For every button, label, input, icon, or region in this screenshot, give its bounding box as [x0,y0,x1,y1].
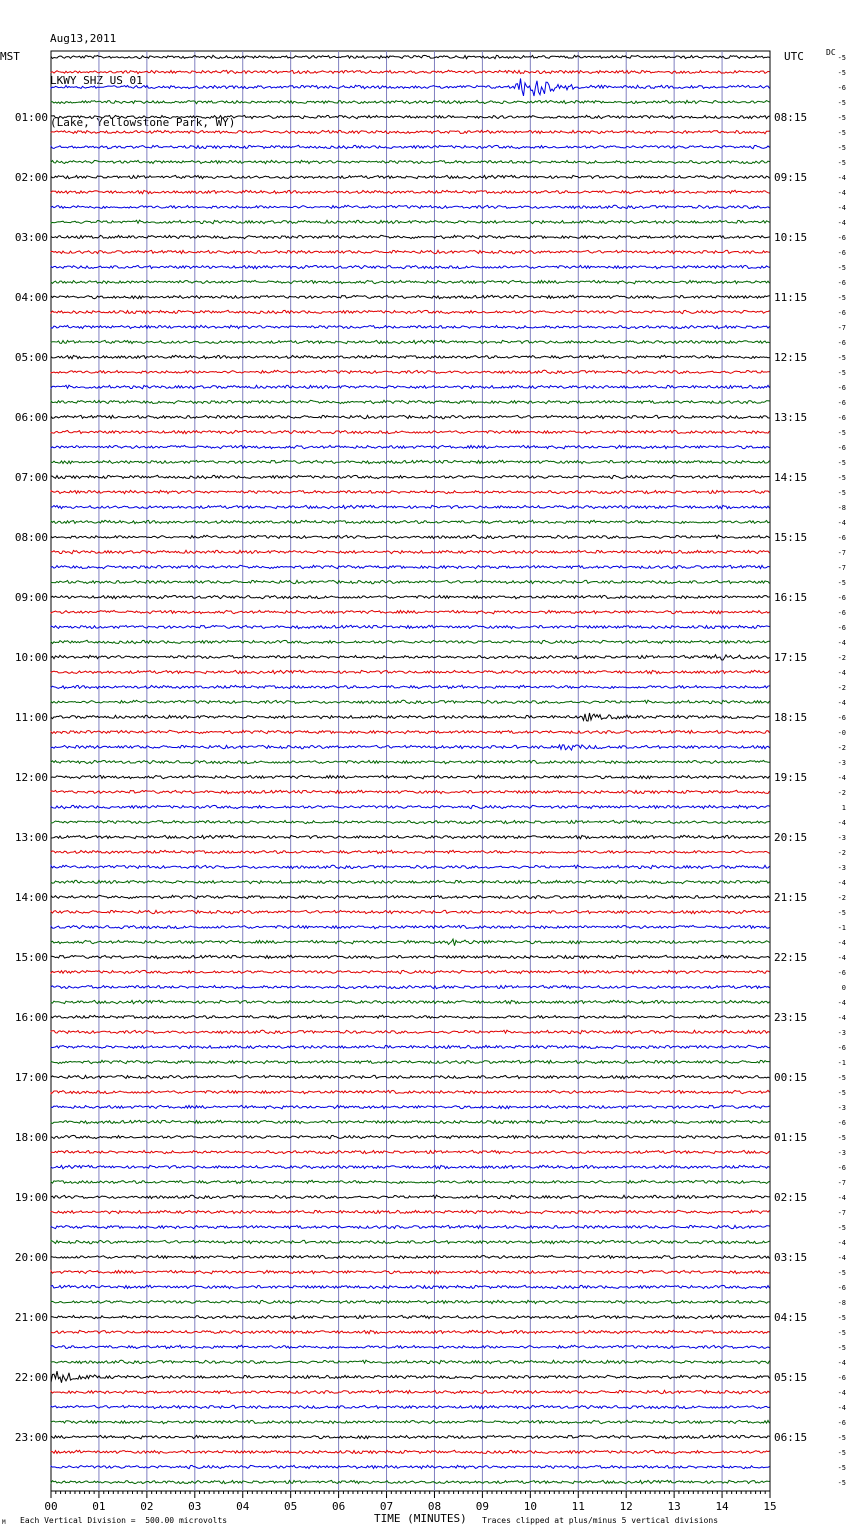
dc-offset-label: -8 [837,1299,846,1307]
seismic-trace [51,1240,770,1243]
seismic-trace [51,1345,770,1348]
right-timezone-label: UTC [784,50,804,63]
seismic-trace [51,355,770,359]
x-tick-label: 05 [284,1500,298,1513]
dc-offset-label: -4 [837,1359,846,1367]
seismic-trace [51,775,770,778]
seismic-trace [51,760,770,763]
seismic-trace [51,850,770,853]
dc-offset-label: -7 [837,1209,846,1217]
right-hour-label: 18:15 [774,711,808,724]
trace-group [51,55,770,1484]
seismic-trace [51,820,770,823]
left-hour-label: 14:00 [14,891,48,904]
seismic-trace [51,1120,770,1123]
seismic-trace [51,475,770,478]
dc-offset-label: -4 [837,939,846,947]
left-hour-label: 02:00 [14,171,48,184]
dc-offset-label: -5 [837,129,846,137]
dc-offset-label: -5 [837,1464,846,1472]
seismic-trace [51,190,770,194]
dc-offset-label: -5 [837,459,846,467]
seismic-trace [51,865,770,869]
dc-offset-label: -4 [837,204,846,212]
dc-offset-label: -6 [837,1374,846,1382]
right-hour-label: 17:15 [774,651,808,664]
dc-offset-label: -2 [837,789,846,797]
seismic-trace [51,1165,770,1169]
right-hour-label: 04:15 [774,1311,808,1324]
right-hour-label: 20:15 [774,831,808,844]
left-timezone-label: MST [0,50,20,63]
seismic-trace [51,325,770,328]
x-tick-label: 06 [331,1500,346,1513]
dc-offset-label: -5 [837,144,846,152]
seismic-trace [51,1450,770,1453]
dc-offset-label: -3 [837,1029,846,1037]
seismic-trace [51,505,770,509]
dc-offset-label: -5 [837,1449,846,1457]
left-hour-label: 23:00 [14,1431,48,1444]
dc-offset-label: -5 [837,99,846,107]
x-tick-label: 15 [763,1500,777,1513]
left-hour-label: 13:00 [14,831,48,844]
dc-offset-label: -6 [837,609,846,617]
dc-offset-label: -5 [837,354,846,362]
dc-offset-label: -7 [837,324,846,332]
dc-offset-label: -2 [837,744,846,752]
seismic-trace [51,1330,770,1333]
location-title: (Lake, Yellowstone Park, WY) [50,116,236,129]
left-hour-label: 22:00 [14,1371,48,1384]
seismic-trace [51,1000,770,1004]
dc-offset-label: -4 [837,1404,846,1412]
x-axis [44,1491,776,1513]
dc-offset-label: -5 [837,159,846,167]
x-tick-label: 03 [188,1500,202,1513]
seismic-trace [51,460,770,463]
left-hour-label: 21:00 [14,1311,48,1324]
seismic-trace [51,70,770,73]
left-hour-label: 11:00 [14,711,48,724]
seismic-trace [51,1371,770,1383]
right-hour-label: 21:15 [774,891,808,904]
dc-offset-label: -6 [837,279,846,287]
seismic-trace [51,655,770,660]
right-hour-label: 16:15 [774,591,808,604]
dc-offset-label: -4 [837,819,846,827]
x-tick-label: 07 [379,1500,394,1513]
right-hour-label: 13:15 [774,411,808,424]
dc-offset-label: -5 [837,1434,846,1442]
dc-offset-label: -2 [837,849,846,857]
x-tick-label: 09 [475,1500,490,1513]
dc-offset-label: -2 [837,684,846,692]
dc-offset-label: -5 [837,429,846,437]
right-hour-label: 10:15 [774,231,808,244]
dc-offset-label: -5 [837,294,846,302]
footer-clip-note: Traces clipped at plus/minus 5 vertical divisions [482,1516,719,1525]
right-hour-label: 23:15 [774,1011,808,1024]
seismic-trace [51,265,770,268]
seismic-trace [51,730,770,733]
dc-offset-label: -6 [837,234,846,242]
seismic-trace [51,1270,770,1273]
dc-offset-label: -6 [837,444,846,452]
seismic-trace [51,1255,770,1258]
dc-offset-label: -6 [837,594,846,602]
right-hour-label: 15:15 [774,531,808,544]
dc-offset-label: -2 [837,654,846,662]
station-title: LKWY SHZ US 01 [50,74,143,87]
dc-offset-label: -4 [837,699,846,707]
seismic-trace [51,115,770,118]
seismic-trace [51,670,770,674]
dc-offset-label: -5 [837,1329,846,1337]
seismic-trace [51,580,770,583]
seismic-trace [51,535,770,538]
left-hour-label: 15:00 [14,951,48,964]
seismic-trace [51,595,770,598]
seismic-trace [51,640,770,643]
seismic-trace [51,1180,770,1183]
dc-offset-label: -5 [837,579,846,587]
dc-offset-label: -5 [837,474,846,482]
right-hour-label: 01:15 [774,1131,808,1144]
seismic-trace [51,55,770,58]
seismic-trace [51,625,770,628]
right-hour-label: 11:15 [774,291,808,304]
dc-offset-label: -6 [837,414,846,422]
seismic-trace [51,79,770,97]
left-hour-label: 05:00 [14,351,48,364]
dc-offset-label: -1 [837,1059,846,1067]
dc-offset-label: -4 [837,954,846,962]
seismic-trace [51,160,770,163]
dc-offset-label: -4 [837,519,846,527]
footer-scale-note: Each Vertical Division = 500.00 microvolts [20,1516,228,1525]
dc-offset-label: -4 [837,1389,846,1397]
seismic-trace [51,1030,770,1034]
seismic-trace [51,685,770,688]
dc-offset-label: -5 [837,54,846,62]
dc-offset-label: -4 [837,219,846,227]
seismic-trace [51,490,770,493]
left-hour-label: 04:00 [14,291,48,304]
seismic-trace [51,1075,770,1078]
left-hour-label: 20:00 [14,1251,48,1264]
dc-offset-label: -5 [837,69,846,77]
left-hour-label: 03:00 [14,231,48,244]
date-title: Aug13,2011 [50,32,117,45]
left-hour-label: 16:00 [14,1011,48,1024]
seismic-trace [51,1435,770,1439]
x-tick-label: 01 [92,1500,106,1513]
seismic-trace [51,790,770,793]
dc-offset-label: -5 [837,1134,846,1142]
seismic-trace [51,385,770,389]
left-hour-label: 19:00 [14,1191,48,1204]
dc-offset-label: -6 [837,1044,846,1052]
dc-offset-label: -5 [837,1314,846,1322]
left-hour-label: 09:00 [14,591,48,604]
dc-label: DC [826,48,836,57]
seismic-trace [51,880,770,883]
right-hour-label: 05:15 [774,1371,808,1384]
seismic-trace [51,550,770,554]
left-hour-label: 01:00 [14,111,48,124]
dc-offset-label: -5 [837,1344,846,1352]
dc-offset-label: -5 [837,1074,846,1082]
dc-offset-label: -5 [837,114,846,122]
dc-offset-label: -6 [837,84,846,92]
seismic-trace [51,1225,770,1228]
seismic-trace [51,939,770,946]
seismic-trace [51,700,770,704]
dc-offset-label: -6 [837,384,846,392]
dc-offset-label: -4 [837,669,846,677]
dc-offset-label: -0 [837,729,846,737]
seismic-trace [51,910,770,913]
left-hour-label: 18:00 [14,1131,48,1144]
seismic-trace [51,130,770,133]
seismic-trace [51,370,770,373]
seismic-trace [51,205,770,208]
seismic-trace [51,175,770,179]
dc-offset-label: 0 [841,984,846,992]
dc-offset-label: -4 [837,1254,846,1262]
seismic-trace [51,100,770,103]
seismic-trace [51,985,770,988]
seismic-trace [51,1465,770,1468]
seismic-trace [51,1300,770,1303]
dc-offset-label: -4 [837,1239,846,1247]
x-tick-label: 10 [523,1500,537,1513]
left-hour-label: 12:00 [14,771,48,784]
right-hour-label: 22:15 [774,951,808,964]
seismic-trace [51,835,770,839]
left-hour-label: 17:00 [14,1071,48,1084]
seismic-trace [51,1390,770,1393]
seismic-trace [51,955,770,958]
dc-offset-label: -5 [837,489,846,497]
right-hour-label: 09:15 [774,171,808,184]
dc-offset-label: -5 [837,1269,846,1277]
x-tick-label: 12 [619,1500,633,1513]
seismic-trace [51,220,770,224]
dc-offset-label: -6 [837,339,846,347]
dc-offset-label: -5 [837,1479,846,1487]
seismic-trace [51,1060,770,1063]
dc-offset-label: -7 [837,1179,846,1187]
seismic-trace [51,970,770,973]
left-hour-labels [15,111,48,1444]
right-hour-labels [774,111,807,1444]
dc-offset-label: -6 [837,1284,846,1292]
dc-offset-label: -4 [837,1014,846,1022]
seismic-trace [51,805,770,808]
dc-offset-label: -7 [837,564,846,572]
dc-offset-label: -6 [837,309,846,317]
x-tick-label: 02 [140,1500,154,1513]
dc-offset-label: -6 [837,534,846,542]
dc-offset-label: -5 [837,1089,846,1097]
seismic-trace [51,415,770,418]
x-tick-label: 04 [236,1500,250,1513]
seismic-trace [51,745,770,750]
seismic-trace [51,1420,770,1423]
right-hour-label: 08:15 [774,111,808,124]
dc-offset-label: -4 [837,1194,846,1202]
dc-offset-labels [838,54,846,1487]
dc-offset-label: -3 [837,834,846,842]
seismic-trace [51,445,770,448]
seismic-trace [51,1405,770,1408]
dc-offset-label: -5 [837,909,846,917]
seismic-trace [51,1360,770,1364]
x-tick-label: 14 [715,1500,729,1513]
dc-offset-label: -5 [837,369,846,377]
right-hour-label: 12:15 [774,351,808,364]
x-tick-label: 13 [667,1500,681,1513]
seismic-trace [51,1015,770,1018]
seismic-trace [51,1285,770,1288]
dc-offset-label: -6 [837,1419,846,1427]
seismic-trace [51,280,770,283]
right-hour-label: 00:15 [774,1071,808,1084]
seismic-trace [51,520,770,523]
seismic-trace [51,295,770,298]
seismic-trace [51,1195,770,1199]
seismic-trace [51,1315,770,1319]
dc-offset-label: -5 [837,264,846,272]
seismic-trace [51,1045,770,1048]
left-hour-label: 07:00 [14,471,48,484]
dc-offset-label: -3 [837,1149,846,1157]
right-hour-label: 14:15 [774,471,808,484]
seismic-trace [51,610,770,613]
seismic-trace [51,925,770,928]
left-hour-label: 08:00 [14,531,48,544]
dc-offset-label: -3 [837,1104,846,1112]
dc-offset-label: -1 [837,924,846,932]
footer-corner-mark: M [2,1519,6,1526]
dc-offset-label: -6 [837,249,846,257]
dc-offset-label: -5 [837,1224,846,1232]
right-hour-label: 19:15 [774,771,808,784]
dc-offset-label: -6 [837,969,846,977]
x-tick-label: 11 [571,1500,585,1513]
right-hour-label: 06:15 [774,1431,808,1444]
seismic-trace [51,1135,770,1138]
seismic-trace [51,713,770,721]
x-tick-label: 00 [44,1500,58,1513]
x-axis-title: TIME (MINUTES) [374,1512,467,1525]
dc-offset-label: -6 [837,399,846,407]
seismic-trace [51,250,770,253]
seismic-trace [51,565,770,568]
dc-offset-label: -4 [837,174,846,182]
dc-offset-label: -8 [837,504,846,512]
dc-offset-label: -4 [837,879,846,887]
dc-offset-label: -4 [837,189,846,197]
dc-offset-label: -6 [837,624,846,632]
dc-offset-label: -4 [837,639,846,647]
seismic-trace [51,1210,770,1213]
seismic-trace [51,400,770,403]
dc-offset-label: -2 [837,894,846,902]
right-hour-label: 03:15 [774,1251,808,1264]
seismic-trace [51,1105,770,1108]
dc-offset-label: -3 [837,759,846,767]
seismic-trace [51,310,770,313]
dc-offset-label: -4 [837,774,846,782]
seismic-trace [51,340,770,344]
seismic-trace [51,1480,770,1484]
seismic-trace [51,1090,770,1093]
dc-offset-label: -7 [837,549,846,557]
dc-offset-label: -6 [837,714,846,722]
left-hour-label: 06:00 [14,411,48,424]
seismic-trace [51,235,770,238]
seismic-trace [51,430,770,433]
dc-offset-label: -6 [837,1164,846,1172]
dc-offset-label: -6 [837,1119,846,1127]
seismic-trace [51,1150,770,1153]
dc-offset-label: -3 [837,864,846,872]
dc-offset-label: -4 [837,999,846,1007]
seismic-trace [51,895,770,898]
left-hour-label: 10:00 [14,651,48,664]
right-hour-label: 02:15 [774,1191,808,1204]
x-tick-label: 08 [427,1500,442,1513]
seismic-trace [51,145,770,148]
dc-offset-label: 1 [841,804,846,812]
